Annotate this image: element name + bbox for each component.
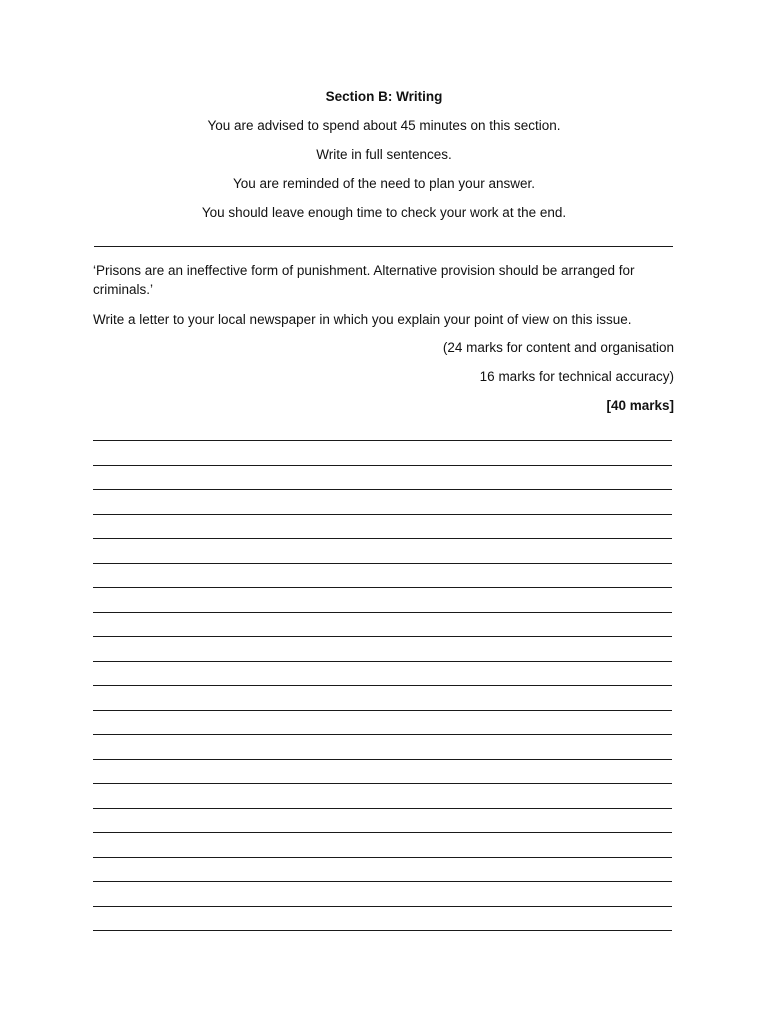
instruction-time: You are advised to spend about 45 minutes on this section. <box>207 118 561 133</box>
marks-content: (24 marks for content and organisation <box>442 340 674 355</box>
answer-line <box>93 783 672 784</box>
instruction-check: You should leave enough time to check your work at the end. <box>201 205 567 220</box>
answer-line <box>93 734 672 735</box>
answer-line <box>93 906 672 907</box>
question-task: Write a letter to your local newspaper in which you explain your point of view on this issue. <box>93 312 632 327</box>
section-divider <box>94 246 673 247</box>
answer-line <box>93 808 672 809</box>
answer-line <box>93 612 672 613</box>
section-title: Section B: Writing <box>325 89 443 104</box>
answer-line <box>93 759 672 760</box>
answer-line <box>93 514 672 515</box>
answer-line <box>93 538 672 539</box>
answer-line <box>93 832 672 833</box>
marks-total: [40 marks] <box>606 398 674 413</box>
answer-line <box>93 685 672 686</box>
question-quote: ‘Prisons are an ineffective form of punishment. Alternative provision should be arranged for criminals.’ <box>93 263 635 297</box>
answer-line <box>93 930 672 931</box>
answer-line <box>93 465 672 466</box>
answer-line <box>93 636 672 637</box>
instruction-sentences: Write in full sentences. <box>316 147 452 162</box>
answer-line <box>93 563 672 564</box>
answer-line <box>93 440 672 441</box>
instruction-plan: You are reminded of the need to plan your answer. <box>233 176 535 191</box>
answer-line <box>93 587 672 588</box>
answer-line <box>93 489 672 490</box>
marks-accuracy: 16 marks for technical accuracy) <box>479 369 674 384</box>
answer-line <box>93 661 672 662</box>
answer-line <box>93 710 672 711</box>
answer-line <box>93 857 672 858</box>
answer-line <box>93 881 672 882</box>
